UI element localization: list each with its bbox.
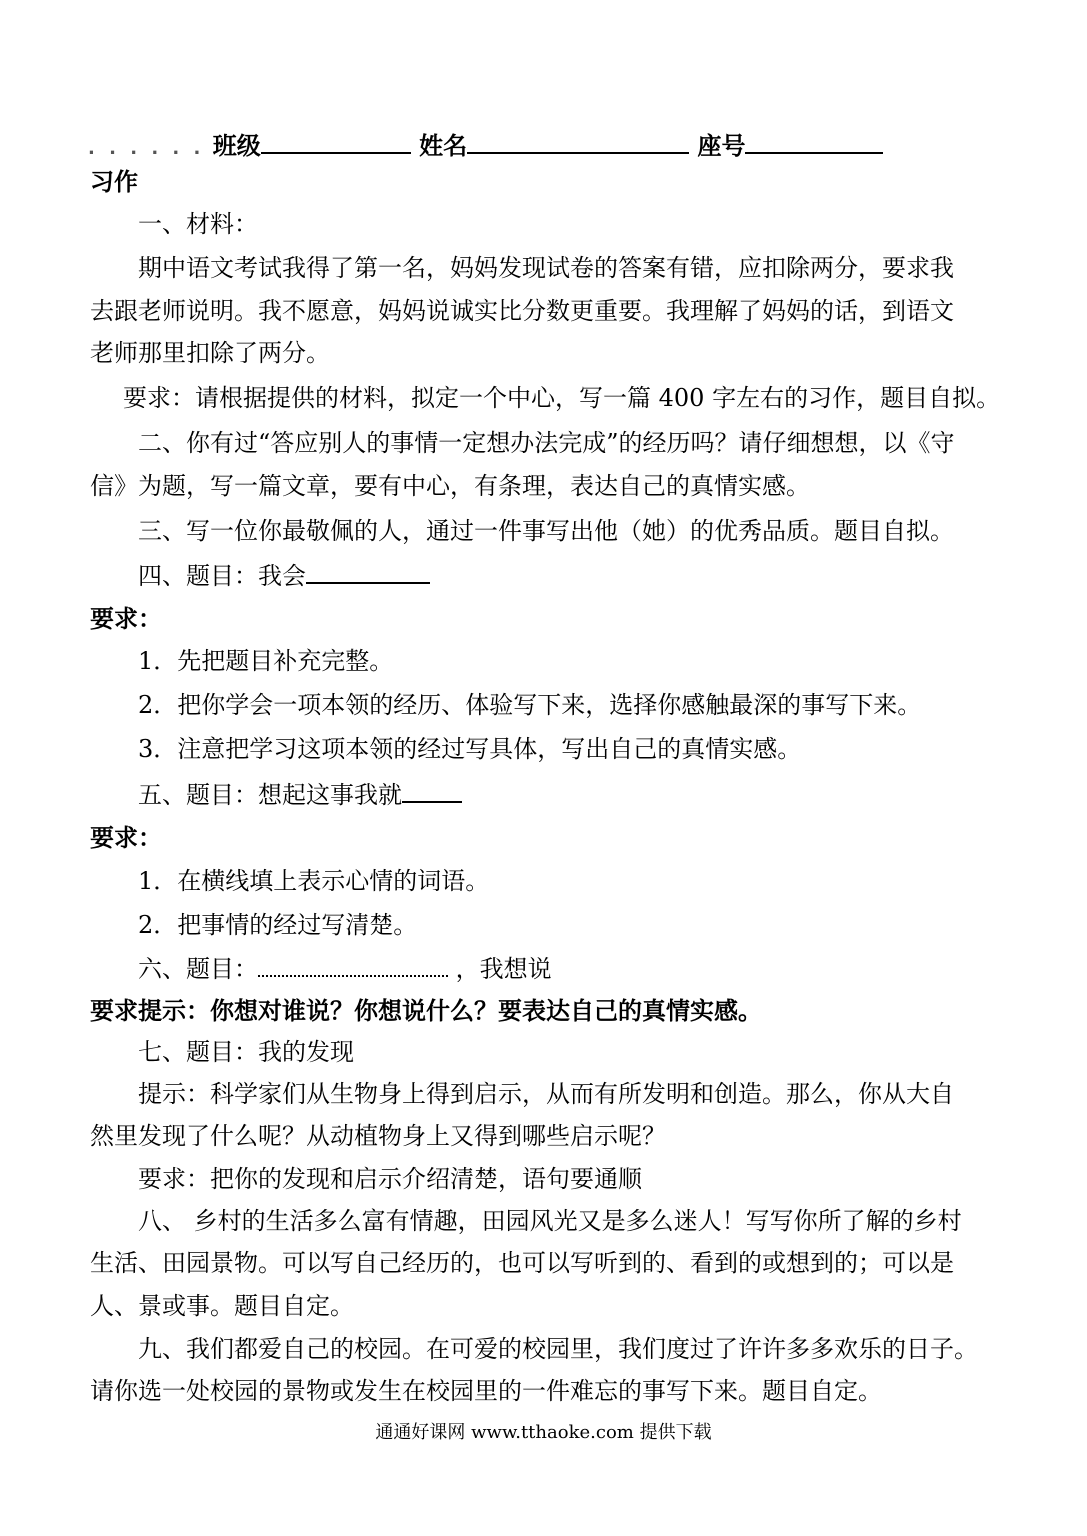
seat-blank[interactable] — [745, 130, 883, 154]
name-blank[interactable] — [467, 130, 689, 154]
header-line — [88, 130, 883, 164]
item-five-req-label: 要求： — [90, 824, 162, 852]
section-title: 习作 — [90, 168, 138, 196]
name-label: 姓名 — [419, 132, 468, 160]
item-six-title-suffix: ，我想说 — [455, 955, 552, 983]
item-four-title: 四、题目：我会 — [138, 562, 306, 590]
item-four-blank[interactable] — [306, 560, 430, 584]
item-one-requirement: 要求：请根据提供的材料，拟定一个中心，写一篇 400 字左右的习作，题目自拟。 — [123, 384, 1001, 412]
item-eight-line: 生活、田园景物。可以写自己经历的，也可以写听到的、看到的或想到的；可以是 — [90, 1249, 954, 1277]
item-six-blank[interactable] — [258, 953, 448, 977]
item-three: 三、写一位你最敬佩的人，通过一件事写出他（她）的优秀品质。题目自拟。 — [138, 517, 954, 545]
item-two-line: 二、你有过“答应别人的事情一定想办法完成”的经历吗？请仔细想想，以《守 — [138, 429, 955, 457]
item-five-req: 2．把事情的经过写清楚。 — [138, 911, 418, 939]
item-eight-line: 八、 乡村的生活多么富有情趣，田园风光又是多么迷人！写写你所了解的乡村 — [138, 1207, 962, 1235]
class-blank[interactable] — [261, 130, 411, 154]
item-nine-line: 九、我们都爱自己的校园。在可爱的校园里，我们度过了许许多多欢乐的日子。 — [138, 1335, 978, 1363]
item-seven-hint-line: 然里发现了什么呢？从动植物身上又得到哪些启示呢？ — [90, 1122, 666, 1150]
seat-label: 座号 — [697, 132, 746, 160]
footer[interactable]: 通通好课网 www.tthaoke.com 提供下载 — [375, 1422, 712, 1443]
item-four-req: 2．把你学会一项本领的经历、体验写下来，选择你感触最深的事写下来。 — [138, 691, 922, 719]
item-four-req: 1．先把题目补充完整。 — [138, 647, 394, 675]
item-five-title: 五、题目：想起这事我就 — [138, 781, 402, 809]
item-four-req-label: 要求： — [90, 605, 162, 633]
item-four-title-line — [138, 560, 430, 591]
item-one-paragraph-line: 期中语文考试我得了第一名，妈妈发现试卷的答案有错，应扣除两分，要求我 — [138, 254, 954, 282]
item-five-blank[interactable] — [402, 779, 462, 803]
leading-dots: . . . . . . — [88, 138, 205, 159]
item-two-line: 信》为题，写一篇文章，要有中心，有条理，表达自己的真情实感。 — [90, 472, 810, 500]
item-nine-line: 请你选一处校园的景物或发生在校园里的一件难忘的事写下来。题目自定。 — [90, 1377, 882, 1405]
item-six-hint: 要求提示：你想对谁说？你想说什么？要表达自己的真情实感。 — [90, 997, 762, 1025]
item-one-paragraph-line: 老师那里扣除了两分。 — [90, 339, 330, 367]
class-label: 班级 — [212, 132, 261, 160]
item-one-title: 一、材料： — [138, 210, 258, 238]
item-seven-hint-line: 提示：科学家们从生物身上得到启示，从而有所发明和创造。那么，你从大自 — [138, 1080, 954, 1108]
item-five-title-line — [138, 779, 462, 810]
item-five-req: 1．在横线填上表示心情的词语。 — [138, 867, 490, 895]
item-six-title-prefix: 六、题目： — [138, 955, 258, 983]
item-six-title-line — [138, 953, 552, 984]
item-four-req: 3．注意把学习这项本领的经过写具体，写出自己的真情实感。 — [138, 735, 802, 763]
item-one-paragraph-line: 去跟老师说明。我不愿意，妈妈说诚实比分数更重要。我理解了妈妈的话，到语文 — [90, 297, 954, 325]
item-eight-line: 人、景或事。题目自定。 — [90, 1292, 354, 1320]
item-seven-title: 七、题目：我的发现 — [138, 1038, 354, 1066]
item-seven-requirement: 要求：把你的发现和启示介绍清楚，语句要通顺 — [138, 1165, 642, 1193]
